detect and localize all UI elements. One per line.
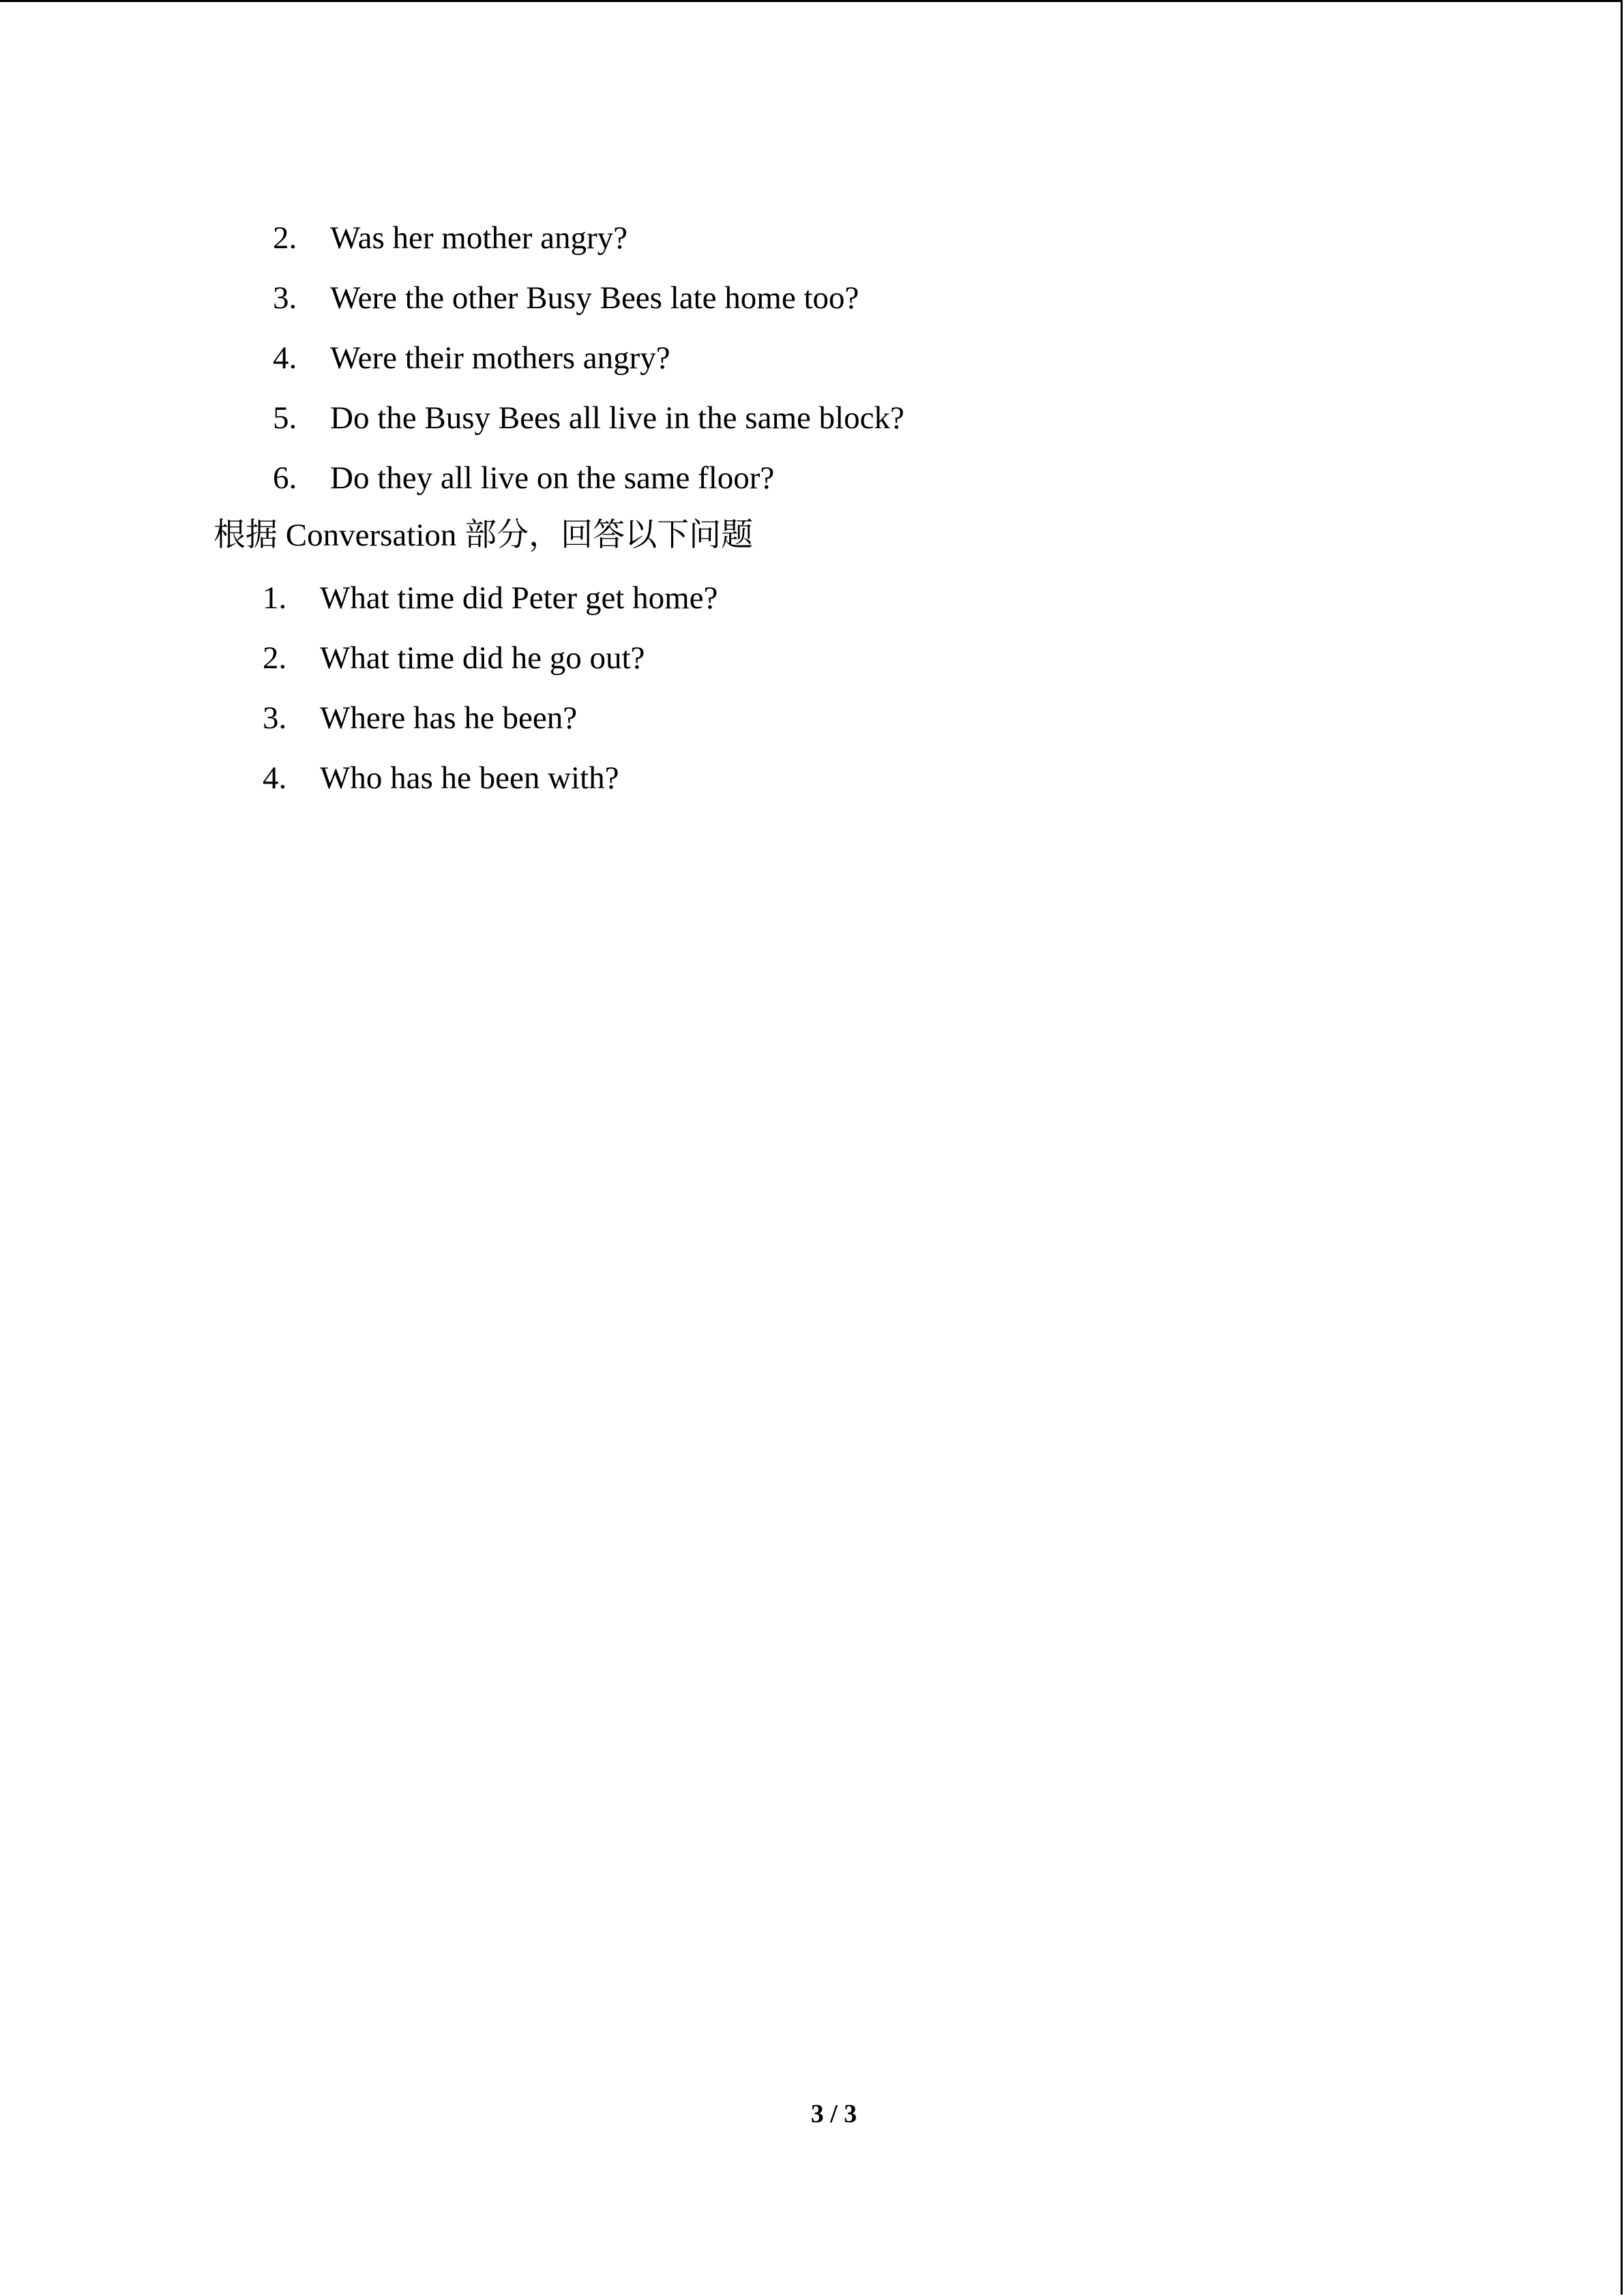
list-item [263,694,718,754]
question-text: Where has he been? [320,700,578,736]
question-text: Who has he been with? [320,760,619,796]
question-number: 4. [263,760,287,796]
list-item [273,394,904,454]
question-list-part1 [273,214,904,514]
question-text: Do they all live on the same floor? [330,460,775,496]
question-number: 3. [273,280,297,316]
list-item [273,334,904,394]
list-item [273,454,904,514]
question-text: Was her mother angry? [330,220,628,256]
list-item [263,574,718,634]
question-list-part2 [263,574,718,814]
list-item [263,754,718,814]
question-number: 5. [273,400,297,436]
list-item [273,274,904,334]
question-number: 4. [273,340,297,376]
section-heading: 根据 Conversation 部分，回答以下问题 [213,518,754,553]
question-text: What time did Peter get home? [320,580,718,616]
question-text: Do the Busy Bees all live in the same block? [330,400,904,436]
question-text: What time did he go out? [320,640,645,676]
question-number: 6. [273,460,297,496]
question-number: 2. [273,220,297,256]
question-text: Were their mothers angry? [330,340,670,376]
list-item [273,214,904,274]
question-number: 1. [263,580,287,616]
list-item [263,634,718,694]
page-number: 3 / 3 [810,2100,857,2128]
question-text: Were the other Busy Bees late home too? [330,280,859,316]
question-number: 2. [263,640,287,676]
question-number: 3. [263,700,287,736]
